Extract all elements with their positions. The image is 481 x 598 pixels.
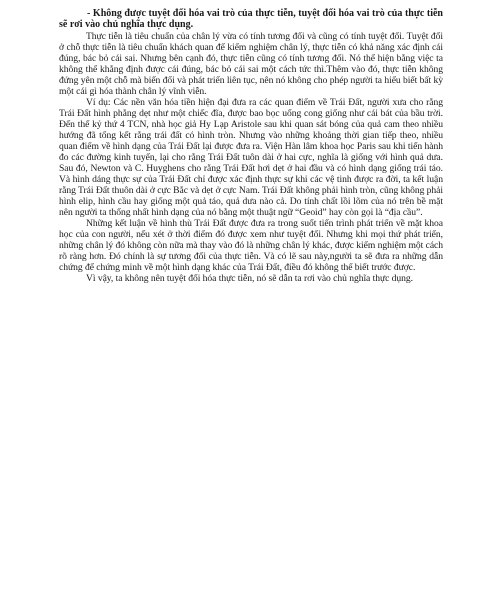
paragraph-relativity-conclusion: Những kết luận về hình thù Trái Đất được đưa ra trong suốt tiến trình phát triển về mặt khoa học của con người, nếu xét ở thời điểm đó được xem như tuyệt đối. Nhưng khi mọi thứ phát triển, những chân lý đó không còn nữa mà thay vào đó là những chân lý khác, được kiểm nghiệm một cách rõ ràng hơn. Đó chính là sự tương đối của thực tiễn. Và có lẽ sau này,người ta sẽ đưa ra những dẫn chứng để chứng minh về một hình dạng khác của Trái Đất, điều đó không thể biết trước được. xyxy=(59,218,443,273)
paragraph-truth-criterion: Thực tiễn là tiêu chuẩn của chân lý vừa có tính tương đối và cũng có tính tuyệt đối. Tuyệt đối ở chỗ thực tiễn là tiêu chuẩn khách quan để kiểm nghiệm chân lý, thực tiễn có khả năng xác định cái đúng, bác bỏ cái sai. Nhưng bên cạnh đó, thực tiễn cũng có tính tương đối. Nó thể hiện bằng việc ta không thể khẳng định được cái đúng, bác bỏ cái sai một cách tức thì.Thêm vào đó, thực tiễn không đứng yên một chỗ mà biến đổi và phát triển liên tục, nên nó không cho phép người ta hiểu biết bất kỳ một cái gì hóa thành chân lý vĩnh viễn. xyxy=(59,31,443,97)
section-heading: - Không được tuyệt đối hóa vai trò của thực tiễn, tuyệt đối hóa vai trò của thực tiễn sẽ rơi vào chủ nghĩa thực dụng. xyxy=(59,8,443,30)
paragraph-earth-shape-example: Ví dụ: Các nền văn hóa tiền hiện đại đưa ra các quan điểm về Trái Đất, người xưa cho rằng Trái Đất hình phẳng dẹt như một chiếc đĩa, được bao bọc uống cong giống như cái bát của bầu trời. Đến thế kỷ thứ 4 TCN, nhà học giả Hy Lạp Aristole sau khi quan sát bóng của quả cam theo nhiều hướng đã tổng kết rằng trái đất có hình tròn. Nhưng vào những khoảng thời gian tiếp theo, nhiều quan điểm về hình dạng của Trái Đất lại được đưa ra. Viện Hàn lâm khoa học Paris sau khi tiến hành đo các đường kinh tuyến, lại cho rằng Trái Đất tuôn dài ở hai cực, nghĩa là giống với hình quả dưa. Sau đó, Newton và C. Huyghens cho rằng Trái Đất hơi dẹt ở hai đầu và có hình dạng giống trái táo. Và hình dáng thực sự của Trái Đất chỉ được xác định thực sự khi các vệ tinh được ra đời, ta kết luận rằng Trái Đất thuôn dài ở cực Bắc và dẹt ở cực Nam. Trái Đất không phải hình tròn, cũng không phải hình elip, hình cầu hay giống một quả táo, quả dưa nào cả. Do tính chất lồi lõm của nó trên bề mặt nên người ta thống nhất hình dạng của nó bằng một thuật ngữ “Geoid” hay còn gọi là “địa cầu”. xyxy=(59,97,443,218)
document-page xyxy=(59,8,443,284)
paragraph-final-conclusion: Vì vậy, ta không nên tuyệt đối hóa thực tiễn, nó sẽ dẫn ta rơi vào chủ nghĩa thực dụng. xyxy=(86,273,414,284)
